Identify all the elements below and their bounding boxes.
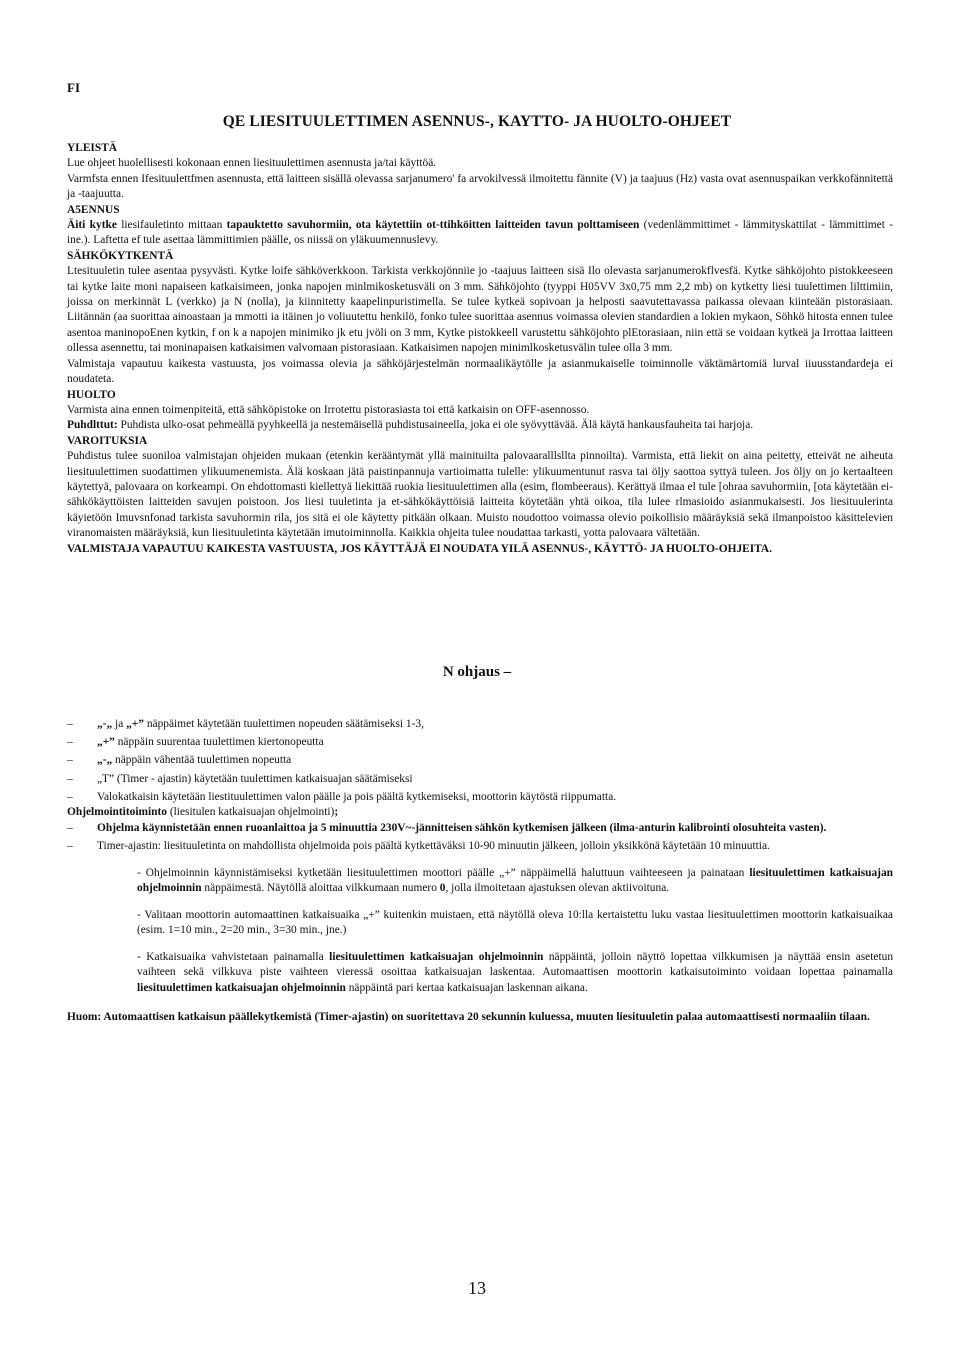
paragraph-huolto-2 bbox=[67, 418, 893, 433]
control-instructions bbox=[67, 717, 893, 1008]
huolto-text: Puhdista ulko-osat pehmeällä pyyhkeellä ja nestemäisellä puhdistusaineella, joka ei ole syövyttävää. Älä käytä hankausfauheita tai harjoja. bbox=[117, 419, 754, 432]
list-item-text: näppäimet käytetään tuulettimen nopeuden säätämiseksi 1-3, bbox=[144, 718, 424, 730]
dash-bullet: – bbox=[67, 718, 73, 730]
list-item-text: ja bbox=[112, 718, 127, 730]
step-bold: 0 bbox=[439, 882, 446, 895]
manufacturer-disclaimer: VALMISTAJA VAPAUTUU KAIKESTA VASTUUSTA, JOS KÄYTTÄJÄ El NOUDATA YILÄ ASENNUS-, KÄYTTÖ- JA HUOLTO-OHJEITA. bbox=[67, 542, 772, 555]
language-code: FI bbox=[67, 80, 80, 95]
asennus-bold-2: tapauktetto savuhormiin, ota käytettiin ot-ttihköitten laitteiden tavun polttamiseen bbox=[226, 219, 640, 232]
list-item bbox=[67, 821, 893, 836]
heading-yleista: YLEISTÄ bbox=[67, 142, 118, 154]
list-item-text: näppäin suurentaa tuulettimen kiertonopeutta bbox=[114, 736, 324, 749]
list-item bbox=[67, 790, 893, 805]
control-section-title: N ohjaus – bbox=[442, 664, 512, 680]
paragraph-yleista-2: Varmfsta ennen Ifesituulettfmen asennusta, että laitteen sisällä olevassa sarjanumero' fa arvokilvessä ilmoitettu fännite (V) ja taajuus (Hz) vasta ovat asennuspaikan verkkofännitettä ja -taajuutta. bbox=[67, 172, 893, 201]
step-bold: liesituulettimen katkaisuajan ohjelmoinnin bbox=[329, 951, 544, 964]
huolto-bold: Puhdlttut: bbox=[67, 419, 118, 432]
dash-bullet: – bbox=[67, 754, 73, 767]
heading-asennus: A5ENNUS bbox=[67, 203, 120, 216]
dash-bullet: – bbox=[67, 736, 73, 749]
step-bold: liesituulettimen katkaisuajan ohjelmoinnin bbox=[137, 866, 893, 895]
list-item bbox=[67, 753, 893, 768]
programming-label: Ohjelmointitoiminto bbox=[67, 806, 167, 819]
programming-heading bbox=[67, 805, 893, 820]
step-text: näppäimestä. Näytöllä aloittaa vilkkumaan numero bbox=[201, 882, 440, 895]
step-text: - Ohjelmoinnin käynnistämiseksi kytketään liesituulettimen moottori päälle „+” näppäimellä haluttuun vaihteeseen ja painataan bbox=[137, 866, 750, 879]
plus-key-label: „+” bbox=[97, 736, 115, 749]
paragraph-asennus bbox=[67, 218, 893, 249]
step-text: , jolla ilmoitetaan ajastuksen olevan aktiivoituna. bbox=[445, 882, 670, 895]
dash-bullet: – bbox=[67, 772, 73, 785]
list-item-text: Ohjelma käynnistetään ennen ruoanlaittoa ja 5 minuuttia 230V~-jännitteisen sähkön kytkemisen jälkeen (ilma-anturin kalibrointi olosuhteita vasten). bbox=[97, 821, 827, 834]
plus-key-label: „+” bbox=[126, 718, 144, 730]
list-item-text: Valokatkaisin käytetään liestituulettimen valon päälle ja pois päältä kytkemiseksi, moottorin käytöstä riippumatta. bbox=[97, 790, 617, 803]
timer-step-1 bbox=[67, 866, 893, 897]
dash-bullet: – bbox=[67, 821, 73, 834]
dash-bullet: – bbox=[67, 790, 73, 803]
asennus-text-1: liesifauletinto mittaan bbox=[116, 219, 227, 232]
paragraph-sahko-2: Valmistaja vapautuu kaikesta vastuusta, jos voimassa olevia ja sähköjärjestelmän normaalikäytölle ja asianmukaiselle toiminnolle väktämärtomiä lurval iiuusstandardeja ei noudateta. bbox=[67, 357, 893, 386]
programming-semicolon: ; bbox=[334, 806, 339, 819]
programming-desc: (liesitulen katkaisuajan ohjelmointi) bbox=[166, 806, 335, 819]
step-text: näppäintä pari kertaa katkaisuajan laskennan aikana. bbox=[345, 981, 588, 994]
paragraph-varoituksia: Puhdistus tulee suoniloa valmistajan ohjeiden mukaan (etenkin kerääntymät yllä mainituilta palovaaralllsllta pinnoilta). Varmista, että liekit on aina peitetty, etteivät ne aiheuta liesituulettimen suodattimen ylikuumenemista. Älä koskaan jätä paistinpannuja vartioimatta tulelle: ylikuumentunut rasva tai öljy saottoa syttyä tuleen. Jos öljy on jo kertaalteen käytettyä, palovaara on korkeampi. On ehdottomasti kiellettyä liekittää ruokia liesituulettimen alla (esim, flombeeraus). Kerättyä ilmaa el tule [ohraa savuhormiin, [ota käytetään ei-sähkökäyttöisten laitteiden savujen poistoon. Jos liesi tuuletinta ja et-sähkökäyttöisiä laitteita köytetään yhtä oikoa, tila lulee rlmasioido asianmukaisesti. Jos liesituulerinta käyietöön Imuvsnfonad tarkista savuhormin rila, jos sitä ei ole käytetty pitkään olkaan. Muisto noudottoo voimassa olevio poikollisio määräyksiä sekä ilmanpoistoo käsittelevien viranomaisten määräyksiä, kun liesituuletinta käytetään imutoiminnolla. Kaikkia ohjeita tulee noudattaa tarkasti, yotta palovaara vältetään. bbox=[67, 450, 893, 540]
heading-huolto: HUOLTO bbox=[67, 388, 116, 401]
minus-key-label: „-„ bbox=[97, 718, 113, 730]
minus-key-label: „-„ bbox=[97, 754, 113, 767]
page-title: QE LIESITUULETTIMEN ASENNUS-, KAYTTO- JA HUOLTO-OHJEET bbox=[222, 113, 732, 130]
timer-note: Huom: Automaattisen katkaisun päällekytkemistä (Timer-ajastin) on suoritettava 20 sekunnin kuluessa, muuten liesituuletin palaa automaattisesti normaaliin tilaan. bbox=[67, 1011, 870, 1023]
asennus-bold-1: Äiti kytke bbox=[67, 219, 117, 232]
paragraph-huolto-1: Varmista aina ennen toimenpiteitä, että sähköpistoke on Irrotettu pistorasiasta toi että katkaisin on OFF-asennosso. bbox=[67, 403, 590, 416]
list-item bbox=[67, 717, 893, 732]
timer-step-3 bbox=[67, 950, 893, 996]
heading-sahkokytkenta: SÄHKÖKYTKENTÄ bbox=[67, 249, 174, 262]
heading-varoituksia: VAROITUKSIA bbox=[67, 434, 148, 447]
step-text: näppäintä, jolloin näyttö lopettaa vilkkumisen ja näyttää ensin asetetun vaihteen sekä vilkkuva piste vaihteen vieressä osoittaa katkaisuajan laskentaa. Automaattisen moottorin katkaisutoiminto voidaan lopettaa painamalla bbox=[137, 951, 894, 979]
paragraph-sahko-1: Ltesituuletin tulee asentaa pysyvästi. Kytke loife sähköverkkoon. Tarkista verkkojönniie jo -taajuus laitteen sisä Ilo olevasta sarjanumerokflvesfä. Kytke sähköjohto pistokkeeseen tai kytke laite moni napaiseen katkaisimeen, jonka napojen minlmikosketusväli on 3 mm. Sähköjohto (tyyppi H05VV 3x0,75 mm 2,2 mb) on kytketty liesi tuulettimen lilttimiin, joissa on merkinnät L (verkko) ja N (nolla), ja kiinnitetty kaapelinpuristimella. Se tulee kytkeä sopivoan ja helposti saavutettavassa paikassa olevaan kiinteään pistorasiaan. Liitännän (aa suorittaa ainoastaan ja mmotti ia itäinen jo voliuutettu henkilö, fonko tulee suorittaa asennus voimassa olevien standardien a lokien mykaon, Söhkö hitosta ennen tulee asentoa maninopoEnen kytkin, f on k a napojen minimiko jk etu jvöli on 3 mm, Kytke pistokkeell varustettu sähköjohto plEtorasiaan, niin että se voidaan kytkeä ja Irrottaa laitteen ollessa asennettu, tai moninapaisen katkaisimen valvomaan pistorasiaan. Katkaisimen napojen minimlkosketusvälin tulee olla 3 mm. bbox=[67, 265, 893, 355]
list-item-text: näppäin vähentää tuulettimen nopeutta bbox=[112, 754, 292, 767]
list-item-text: „T” (Timer - ajastin) käytetään tuulettimen katkaisuajan säätämiseksi bbox=[97, 772, 413, 785]
step-text: - Katkaisuaika vahvistetaan painamalla bbox=[137, 951, 330, 964]
instructions-body bbox=[67, 141, 893, 557]
list-item-text: Timer-ajastin: liesituuletinta on mahdollista ohjelmoida pois päältä kytkettäväksi 10-90 minuutin jälkeen, jolloin yksikkönä käytetään 10 minuuttia. bbox=[97, 839, 770, 852]
list-item bbox=[67, 839, 893, 854]
paragraph-yleista-1: Lue ohjeet huolellisesti kokonaan ennen liesituulettimen asennusta ja/tai käyttöä. bbox=[67, 157, 437, 170]
timer-step-2: - Valitaan moottorin automaattinen katkaisuaika „+” kuitenkin muistaen, että näytöllä oleva 10:lla kertaistettu luku vastaa liesituulettimen moottorin katkaisuaikaa (esim. 1=10 min., 2=20 min., 3=30 min., jne.) bbox=[137, 908, 893, 937]
page-number: 13 bbox=[468, 1278, 486, 1298]
dash-bullet: – bbox=[67, 839, 73, 852]
list-item bbox=[67, 735, 893, 750]
step-bold: liesituulettimen katkaisuajan ohjelmoinnin bbox=[137, 981, 346, 994]
asennus-text-2: (vedenlämmittimet - lämmityskattilat - lämmittimet - ine.). Laftetta ef tule asettaa lämmittimien päälle, os niissä on yläkuumennuslevy. bbox=[67, 219, 893, 247]
list-item bbox=[67, 772, 893, 787]
